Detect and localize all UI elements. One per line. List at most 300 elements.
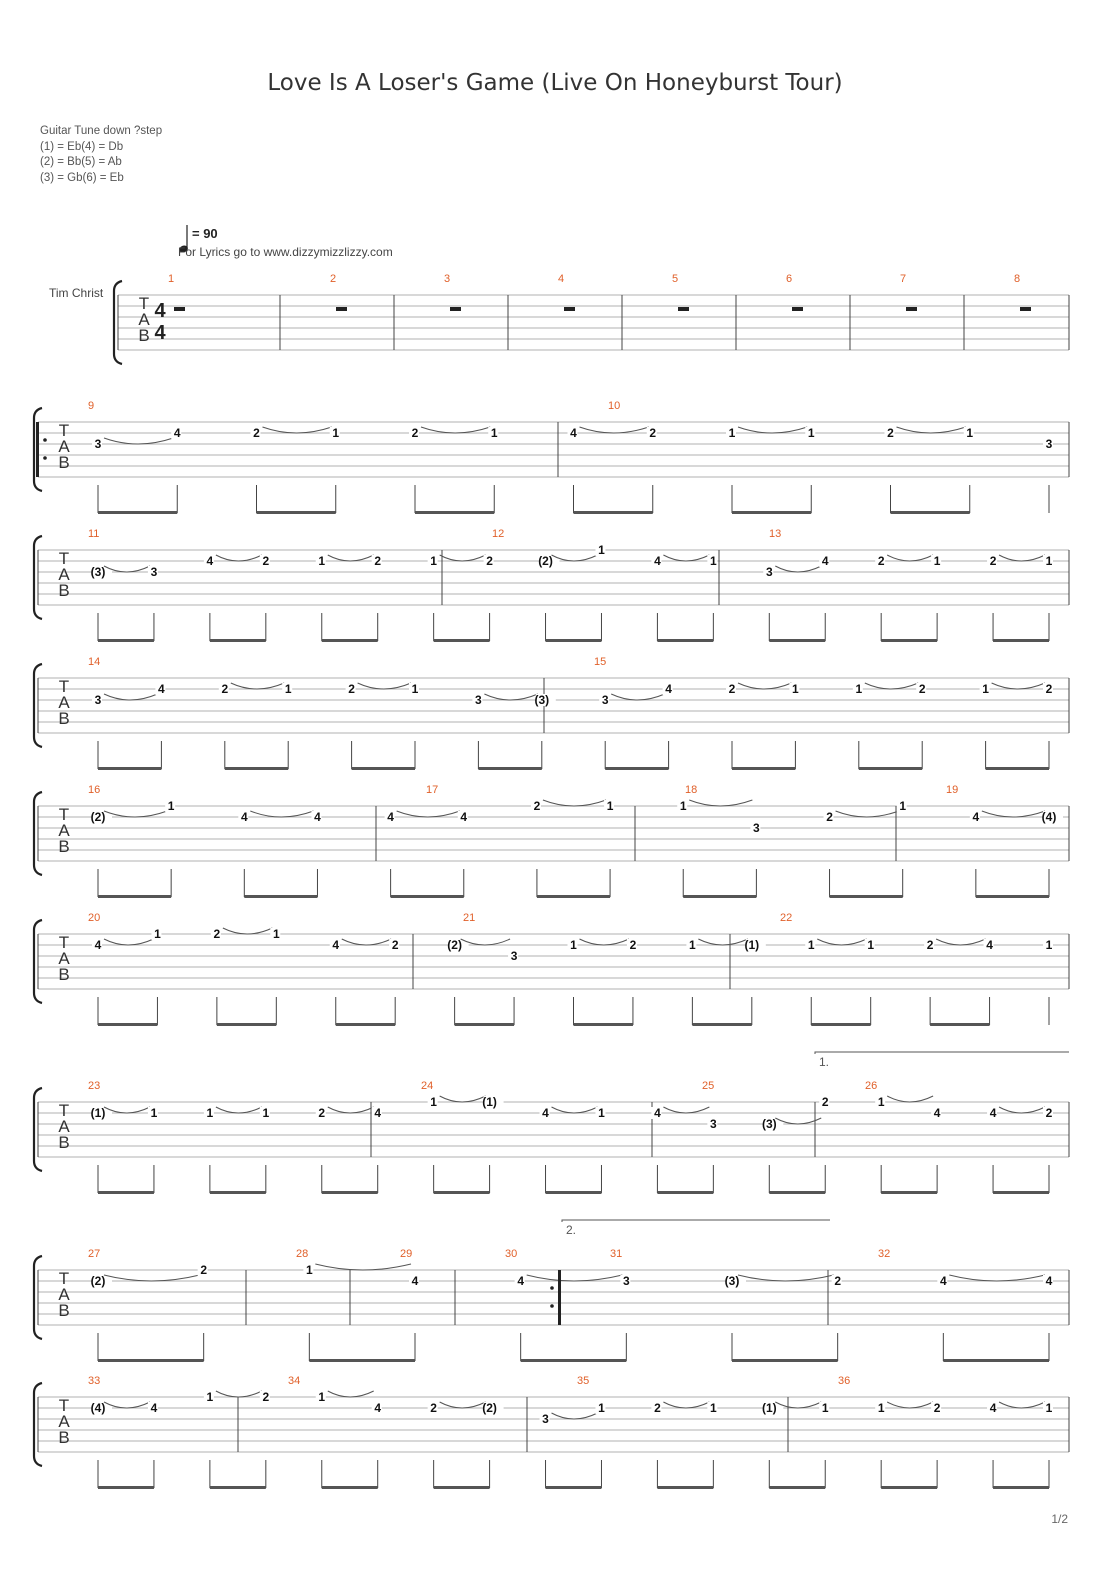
half-rest-icon [174,307,185,311]
fret-number: 4 [939,1274,947,1288]
repeat-dot [550,1304,554,1308]
fret-number: 1 [262,1106,270,1120]
fret-number: 1 [167,799,175,813]
tab-letter: T [58,933,70,952]
tie-arc [611,694,664,700]
fret-number: 1 [430,1095,437,1109]
fret-number: 4 [314,810,321,824]
measure-number: 9 [88,400,95,412]
beam [993,639,1049,642]
beam [859,767,922,770]
fret-number: 2 [918,682,926,696]
measure-number: 24 [421,1080,434,1092]
beam [309,1359,415,1362]
fret-number: 4 [654,554,661,568]
beam [993,1191,1049,1194]
tab-letter: A [58,565,70,584]
measure-number: 3 [444,273,451,285]
beam [98,639,154,642]
fret-number: 1 [792,682,799,696]
fret-number: 4 [570,426,577,440]
tab-letter: T [58,1396,70,1415]
tab-letter: A [58,1412,70,1431]
beam [657,1486,713,1489]
tie-arc [342,939,391,945]
tie-arc [104,1275,200,1281]
fret-number: 4 [989,1106,997,1120]
tie-arc [527,1275,623,1281]
fret-number: 2 [533,799,541,813]
fret-number: 2 [826,810,833,824]
fret-number: 1 [332,426,340,440]
tab-letter: T [58,1101,70,1120]
fret-number: 1 [982,682,989,696]
tie-arc [440,1402,486,1408]
repeat-dot [550,1286,554,1290]
fret-number: 4 [240,810,248,824]
fret-number: 1 [877,1401,885,1415]
fret-number: 1 [933,554,941,568]
tuning-line: (2) = Bb(5) = Ab [40,156,122,168]
repeat-start-bar [36,422,39,477]
fret-number: 2 [262,1390,270,1404]
tab-letter: B [138,326,150,345]
fret-number: 4 [821,554,829,568]
tie-arc [358,683,411,689]
beam [98,895,171,898]
beam [692,1023,751,1026]
fret-number: 4 [460,810,468,824]
tie-arc [216,1391,262,1397]
tie-arc [663,1107,709,1113]
volta-bracket [562,1220,830,1222]
measure-number: 21 [463,912,476,924]
measure-number: 36 [838,1375,851,1387]
tab-letter: B [58,1133,70,1152]
beam [881,639,937,642]
fret-number: 2 [834,1274,842,1288]
fret-number: 1 [807,938,815,952]
beam [881,1486,937,1489]
fret-number: 1 [1045,938,1053,952]
measure-number: 29 [400,1248,413,1260]
tie-arc [543,800,606,806]
measure-number: 7 [900,273,907,285]
fret-number: 3 [94,437,102,451]
fret-number: 2 [887,426,894,440]
fret-number: 4 [517,1274,525,1288]
tie-arc [315,1264,411,1270]
fret-number: 1 [710,554,717,568]
fret-number: 1 [570,938,577,952]
instrument-name: Tim Christ [49,286,104,300]
tie-arc [440,1096,486,1102]
beam [943,1359,1049,1362]
beam [336,1023,395,1026]
tie-arc [104,438,173,444]
fret-number: 3 [510,949,518,963]
beam [210,1486,266,1489]
fret-number: 1 [150,1106,158,1120]
beam [455,1023,514,1026]
beam [830,895,903,898]
beam [891,511,970,514]
measure-number: 16 [88,784,101,796]
measure-number: 18 [685,784,698,796]
tab-letter: T [138,294,150,313]
tab-letter: B [58,837,70,856]
tie-arc [887,1402,933,1408]
fret-number: 2 [728,682,736,696]
fret-number: (4) [1041,810,1057,824]
half-rest-icon [336,307,347,311]
beam [546,1486,602,1489]
beam [210,639,266,642]
measure-number: 28 [296,1248,309,1260]
fret-number: 2 [221,682,229,696]
fret-number: 2 [629,938,637,952]
fret-number: 1 [710,1401,717,1415]
tie-arc [999,555,1045,561]
fret-number: 4 [665,682,672,696]
measure-number: 17 [426,784,439,796]
beam [537,895,610,898]
tie-arc [949,1275,1045,1281]
fret-number: (2) [482,1401,497,1415]
fret-number: 1 [689,938,696,952]
tab-letter: T [58,421,70,440]
fret-number: 4 [1045,1274,1053,1288]
tie-arc [580,939,629,945]
fret-number: 3 [710,1117,717,1131]
tie-arc [484,694,537,700]
fret-number: 2 [391,938,399,952]
fret-number: (3) [534,693,550,707]
repeat-dot [43,438,47,442]
fret-number: 1 [284,682,292,696]
measure-number: 34 [288,1375,301,1387]
fret-number: 4 [986,938,993,952]
half-rest-icon [564,307,575,311]
beam [322,1191,378,1194]
time-sig-bottom: 4 [154,322,166,344]
half-rest-icon [1020,307,1031,311]
fret-number: 3 [601,693,609,707]
fret-number: 1 [855,682,863,696]
fret-number: (3) [90,565,106,579]
tie-arc [440,555,486,561]
fret-number: 1 [1045,554,1053,568]
fret-number: 1 [598,1106,605,1120]
tab-letter: A [58,821,70,840]
fret-number: 1 [598,543,605,557]
fret-number: 4 [933,1106,941,1120]
tab-letter: T [58,805,70,824]
tie-arc [738,427,807,433]
tie-arc [865,683,918,689]
beam [98,1359,204,1362]
fret-number: 1 [305,1263,313,1277]
beam [434,1191,490,1194]
tuning-line: (1) = Eb(4) = Db [40,140,124,153]
measure-number: 26 [865,1080,878,1092]
volta-label: 2. [566,1223,577,1237]
tie-arc [897,427,966,433]
fret-number: 4 [542,1106,549,1120]
tie-arc [738,683,791,689]
fret-number: 4 [150,1401,158,1415]
tie-arc [250,811,313,817]
fret-number: 4 [387,810,394,824]
measure-number: 5 [672,273,679,285]
fret-number: 1 [728,426,736,440]
tie-arc [580,427,649,433]
tie-arc [999,1107,1045,1113]
tie-arc [216,555,262,561]
fret-number: 2 [989,554,997,568]
fret-number: 4 [989,1401,997,1415]
beam [881,1191,937,1194]
measure-number: 22 [780,912,793,924]
tie-arc [663,555,709,561]
tie-arc [552,1413,598,1419]
tie-arc [216,1107,262,1113]
tab-letter: B [58,965,70,984]
fret-number: 3 [1045,437,1053,451]
tab-letter: B [58,453,70,472]
fret-number: 4 [972,810,980,824]
beam [225,767,288,770]
tie-arc [992,683,1045,689]
tie-arc [689,800,752,806]
measure-number: 8 [1014,273,1021,285]
fret-number: 2 [649,426,657,440]
song-title: Love Is A Loser's Game (Live On Honeyburst Tour) [267,70,843,96]
tab-letter: A [58,693,70,712]
tuning-line: Guitar Tune down ?step [40,125,163,137]
beam [257,511,336,514]
tab-letter: A [58,1117,70,1136]
fret-number: 1 [490,426,498,440]
fret-number: 1 [821,1401,829,1415]
beam [811,1023,870,1026]
half-rest-icon [678,307,689,311]
tab-letter: T [58,1269,70,1288]
tab-letter: A [58,1285,70,1304]
beam [434,639,490,642]
tie-arc [421,427,490,433]
fret-number: 2 [486,554,493,568]
fret-number: 3 [475,693,482,707]
tie-arc [328,555,374,561]
measure-number: 30 [505,1248,518,1260]
measure-number: 32 [878,1248,891,1260]
tie-arc [738,1275,834,1281]
fret-number: 2 [200,1263,208,1277]
fret-number: 2 [1045,682,1053,696]
beam [244,895,317,898]
fret-number: 2 [1045,1106,1053,1120]
beam [352,767,415,770]
fret-number: 2 [821,1095,829,1109]
tie-arc [999,1402,1045,1408]
tab-letter: T [58,677,70,696]
fret-number: (2) [90,1274,106,1288]
fret-number: 4 [158,682,165,696]
fret-number: 4 [654,1106,661,1120]
fret-number: 4 [206,554,214,568]
measure-number: 6 [786,273,793,285]
beam [322,639,378,642]
fret-number: 2 [213,927,221,941]
tab-letter: B [58,1301,70,1320]
fret-number: 1 [877,1095,885,1109]
beam [210,1191,266,1194]
fret-number: 4 [173,426,181,440]
tie-arc [263,427,332,433]
fret-number: 2 [933,1401,941,1415]
fret-number: (2) [538,554,553,568]
tie-arc [104,811,167,817]
fret-number: (4) [90,1401,106,1415]
fret-number: 1 [1045,1401,1053,1415]
beam [605,767,668,770]
tab-letter: A [58,949,70,968]
beam [683,895,756,898]
tie-arc [104,694,157,700]
fret-number: 1 [154,927,161,941]
beam [415,511,494,514]
fret-number: 1 [679,799,687,813]
tie-arc [231,683,284,689]
measure-number: 12 [492,528,505,540]
measure-number: 23 [88,1080,101,1092]
beam [98,1486,154,1489]
measure-number: 14 [88,656,101,668]
tie-arc [552,1107,598,1113]
beam [98,1191,154,1194]
tab-letter: T [58,549,70,568]
page-number: 1/2 [1051,1512,1068,1526]
beam [546,639,602,642]
fret-number: 1 [206,1390,214,1404]
beam [769,1486,825,1489]
measure-number: 31 [610,1248,623,1260]
beam [657,639,713,642]
tie-arc [328,1107,374,1113]
fret-number: 2 [926,938,934,952]
volta-label: 1. [819,1055,830,1069]
fret-number: 3 [94,693,102,707]
fret-number: (3) [724,1274,740,1288]
tab-letter: B [58,581,70,600]
fret-number: 2 [318,1106,326,1120]
fret-number: 2 [348,682,355,696]
fret-number: 2 [411,426,419,440]
fret-number: 1 [867,938,875,952]
fret-number: 1 [206,1106,214,1120]
fret-number: (2) [447,938,462,952]
fret-number: 1 [318,554,326,568]
fret-number: 2 [374,554,382,568]
fret-number: 1 [598,1401,605,1415]
beam [434,1486,490,1489]
beam [930,1023,989,1026]
beam [98,767,161,770]
fret-number: (1) [482,1095,497,1109]
tab-letter: B [58,1428,70,1447]
measure-number: 20 [88,912,101,924]
tie-arc [936,939,985,945]
tie-arc [836,811,899,817]
fret-number: (3) [761,1117,777,1131]
tie-arc [698,939,747,945]
fret-number: 3 [753,821,760,835]
tempo-value: = 90 [192,226,218,241]
beam [217,1023,276,1026]
tie-arc [397,811,460,817]
beam [478,767,541,770]
beam [521,1359,627,1362]
repeat-end-bar [558,1270,561,1325]
fret-number: 1 [966,426,974,440]
beam [98,511,177,514]
beam [732,767,795,770]
fret-number: 3 [542,1412,549,1426]
beam [391,895,464,898]
fret-number: 2 [262,554,270,568]
half-rest-icon [450,307,461,311]
measure-number: 1 [168,273,175,285]
fret-number: 4 [411,1274,419,1288]
tie-arc [104,939,153,945]
half-rest-icon [792,307,803,311]
beam [322,1486,378,1489]
fret-number: 3 [150,565,158,579]
time-sig-top: 4 [154,300,166,322]
fret-number: (1) [744,938,760,952]
fret-number: 1 [318,1390,326,1404]
fret-number: 2 [654,1401,661,1415]
beam [546,1191,602,1194]
fret-number: 2 [430,1401,437,1415]
fret-number: 1 [606,799,614,813]
fret-number: 3 [622,1274,630,1288]
beam [993,1486,1049,1489]
fret-number: 1 [411,682,419,696]
measure-number: 2 [330,273,337,285]
tie-arc [223,928,272,934]
fret-number: 4 [332,938,340,952]
fret-number: (1) [90,1106,106,1120]
tab-letter: A [58,437,70,456]
fret-number: 1 [807,426,815,440]
fret-number: 1 [430,554,437,568]
beam [732,1359,838,1362]
beam [769,639,825,642]
tie-arc [817,939,866,945]
repeat-dot [43,456,47,460]
volta-bracket [815,1052,1069,1054]
tie-arc [887,555,933,561]
beam [986,767,1049,770]
measure-number: 15 [594,656,607,668]
measure-number: 33 [88,1375,101,1387]
fret-number: 1 [899,799,907,813]
fret-number: 4 [374,1401,382,1415]
measure-number: 11 [88,528,100,540]
fret-number: 4 [374,1106,382,1120]
